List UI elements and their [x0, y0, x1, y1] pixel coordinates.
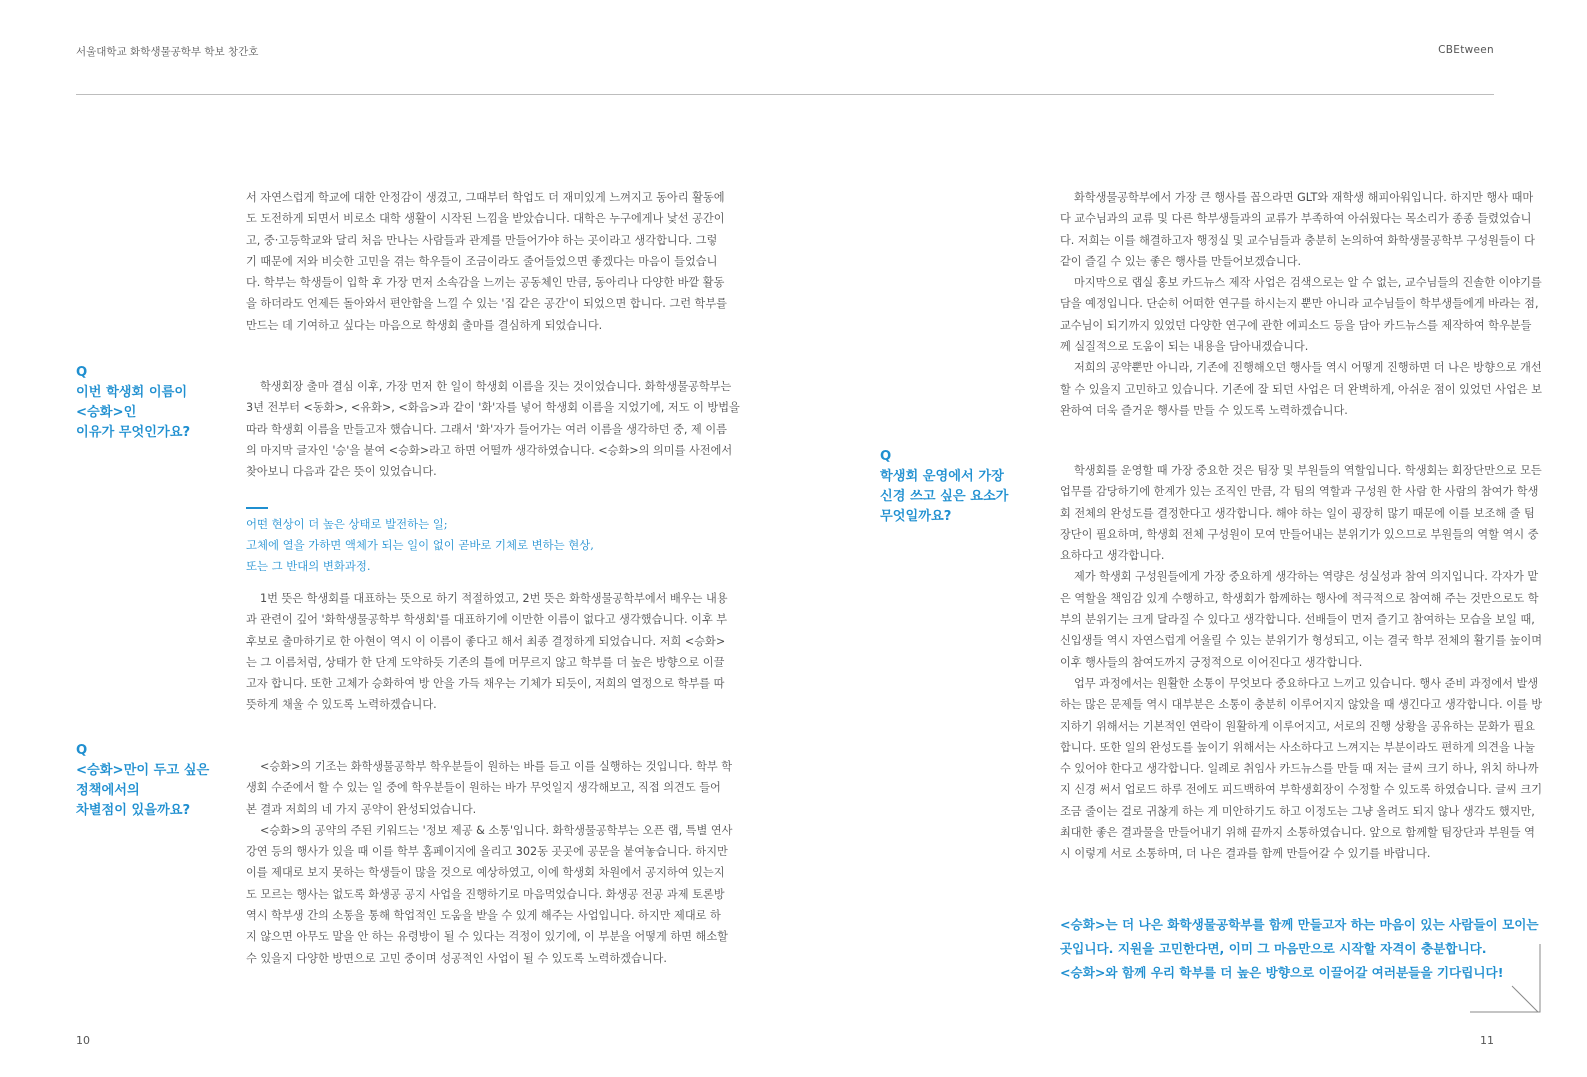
text-line: 수 있을지 다양한 방면으로 고민 중이며 성공적인 사업이 될 수 있도록 노력하겠습니다.	[246, 951, 667, 965]
text-line: 만드는 데 기여하고 싶다는 마음으로 학생회 출마를 결심하게 되었습니다.	[246, 318, 603, 332]
text-line: <승화>인	[76, 405, 137, 420]
text-line: 학생회를 운영할 때 가장 중요한 것은 팀장 및 부원들의 역할입니다. 학생회는 회장단만으로 모든	[1074, 464, 1542, 477]
text-line: <승화>는 더 나은 화학생물공학부를 함께 만들고자 하는 마음이 있는 사람들이 모이는	[1060, 917, 1539, 932]
text-line: 학생회 운영에서 가장	[880, 469, 1004, 484]
text-line: 완하여 더욱 즐거운 행사를 만들 수 있도록 노력하겠습니다.	[1060, 403, 1348, 417]
text-line: 할 수 있을지 고민하고 있습니다. 기존에 잘 되던 사업은 더 완벽하게, 아쉬운 점이 있었던 사업은 보	[1060, 382, 1542, 396]
text-line: 최대한 좋은 결과물을 만들어내기 위해 끝까지 소통하였습니다. 앞으로 함께할 팀장단과 부원들 역	[1060, 826, 1535, 840]
text-line: 본 결과 저희의 네 가지 공약이 완성되었습니다.	[246, 802, 477, 816]
text-line: 찾아보니 다음과 같은 뜻이 있었습니다.	[246, 465, 437, 479]
text-line: 합니다. 또한 일의 완성도를 높이기 위해서는 사소하다고 느껴지는 부분이라도 편하게 의견을 나눌	[1060, 740, 1535, 754]
text-line: 이번 학생회 이름이	[76, 385, 188, 400]
text-line: 부의 분위기는 크게 달라질 수 있다고 생각합니다. 선배들이 먼저 즐기고 참여하는 모습을 보일 때,	[1060, 613, 1535, 627]
text-line: 곳입니다. 지원을 고민한다면, 이미 그 마음만으로 시작할 자격이 충분합니다.	[1060, 941, 1487, 956]
corner-bracket-decoration	[1470, 944, 1542, 1014]
text-line: 정책에서의	[76, 783, 140, 798]
text-line: 화학생물공학부에서 가장 큰 행사를 꼽으라면 GLT와 재학생 해피아워입니다. 하지만 행사 때마	[1074, 191, 1534, 204]
text-line: 고, 중·고등학교와 달리 처음 만나는 사람들과 관계를 만들어가야 하는 곳이라고 생각합니다. 그렇	[246, 233, 718, 247]
text-line: 다. 학부는 학생들이 입학 후 가장 먼저 소속감을 느끼는 공동체인 만큼, 동아리나 다양한 바깥 활동	[246, 276, 725, 290]
text-line: 무엇일까요?	[880, 509, 952, 524]
question-1-text	[76, 383, 190, 443]
page-number-right: 11	[1480, 1034, 1494, 1047]
answer-3-paragraph	[1060, 460, 1543, 865]
text-line: <승화>만이 두고 싶은	[76, 763, 210, 778]
text-line: 신입생들 역시 자연스럽게 어울릴 수 있는 분위기가 형성되고, 이는 결국 학부 전체의 활기를 높이며	[1060, 634, 1543, 648]
answer-1-paragraph	[246, 376, 740, 482]
question-2	[76, 741, 209, 821]
text-line: 1번 뜻은 학생회를 대표하는 뜻으로 하기 적절하였고, 2번 뜻은 화학생물공학부에서 배우는 내용	[260, 592, 728, 605]
text-line: 요하다고 생각합니다.	[1060, 549, 1165, 563]
question-2-text	[76, 761, 209, 821]
text-line: 도 모르는 행사는 없도록 화생공 공지 사업을 진행하기로 마음먹었습니다. 화생공 전공 과제 토론방	[246, 887, 725, 901]
text-line: 께 실질적으로 도움이 되는 내용을 담아내겠습니다.	[1060, 340, 1309, 354]
header-rule	[76, 94, 1494, 95]
text-line: 제가 학생회 구성원들에게 가장 중요하게 생각하는 역량은 성실성과 참여 의지입니다. 각자가 맡	[1074, 570, 1539, 584]
text-line: 업무를 감당하기에 한계가 있는 조직인 만큼, 각 팀의 역할과 구성원 한 사람 한 사람의 참여가 학생	[1060, 485, 1539, 499]
text-line: 조금 줄이는 걸로 귀찮게 하는 게 미안하기도 하고 이정도는 그냥 올려도 되지 않나 생각도 했지만,	[1060, 804, 1535, 818]
text-line: 학생회장 출마 결심 이후, 가장 먼저 한 일이 학생회 이름을 짓는 것이었습니다. 화학생물공학부는	[260, 380, 732, 393]
text-line: 의 마지막 글자인 '승'을 붙여 <승화>라고 하면 어떨까 생각하였습니다. <승화>의 의미를 사전에서	[246, 443, 733, 457]
text-line: 지하기 위해서는 기본적인 연락이 원활하게 이루어지고, 서로의 진행 상황을 공유하는 문화가 필요	[1060, 719, 1535, 733]
answer-2-paragraph	[246, 756, 733, 969]
text-line: <승화>의 공약의 주된 키워드는 '정보 제공 & 소통'입니다. 화학생물공학부는 오픈 랩, 특별 연사	[260, 823, 733, 837]
text-line: 시 이렇게 서로 소통하며, 더 나은 결과를 함께 만들어갈 수 있기를 바랍니다.	[1060, 847, 1431, 861]
question-3	[880, 447, 1008, 527]
text-line: 다. 저희는 이를 해결하고자 행정실 및 교수님들과 충분히 논의하여 화학생물공학부 구성원들이 다	[1060, 233, 1535, 247]
question-mark: Q	[76, 365, 88, 380]
text-line: 뜻하게 채울 수 있도록 노력하겠습니다.	[246, 698, 437, 712]
text-line: 장단이 필요하며, 학생회 전체 구성원이 모여 만들어내는 분위기가 있으므로 부원들의 역할 역시 중	[1060, 527, 1539, 541]
text-line: 마지막으로 랩실 홍보 카드뉴스 제작 사업은 검색으로는 알 수 없는, 교수님들의 진솔한 이야기를	[1074, 276, 1542, 290]
text-line: 저희의 공약뿐만 아니라, 기존에 진행해오던 행사들 역시 어떻게 진행하면 더 나은 방향으로 개선	[1074, 361, 1542, 375]
text-line: 업무 과정에서는 원활한 소통이 무엇보다 중요하다고 느끼고 있습니다. 행사 준비 과정에서 발생	[1074, 676, 1539, 690]
definition-accent-bar	[246, 507, 268, 509]
question-mark: Q	[76, 743, 88, 758]
text-line: 이유가 무엇인가요?	[76, 425, 191, 440]
text-line: 이를 제대로 보지 못하는 학생들이 많을 것으로 예상하였고, 이에 학생회 차원에서 공지하여 있는지	[246, 866, 725, 880]
text-line: 수 있어야 한다고 생각합니다. 일례로 취임사 카드뉴스를 만들 때 저는 글씨 크기 하나, 위치 하나까	[1060, 762, 1539, 776]
right-paragraph-1	[1060, 187, 1542, 421]
text-line: 고자 합니다. 또한 고체가 승화하여 방 안을 가득 채우는 기체가 되듯이, 저희의 열정으로 학부를 따	[246, 677, 725, 691]
page-number-left: 10	[76, 1034, 90, 1047]
header-left: 서울대학교 화학생물공학부 학보 창간호	[76, 46, 259, 58]
text-line: 강연 등의 행사가 있을 때 이를 학부 홈페이지에 올리고 302동 곳곳에 공문을 붙여놓습니다. 하지만	[246, 845, 728, 859]
text-line: 은 역할을 책임감 있게 수행하고, 학생회가 함께하는 행사에 적극적으로 참여해 주는 것만으로도 학	[1060, 591, 1539, 605]
text-line: 생회 수준에서 할 수 있는 일 중에 학우분들이 원하는 바가 무엇일지 생각해보고, 직접 의견도 들어	[246, 781, 721, 795]
question-3-text	[880, 467, 1008, 527]
text-line: 는 그 이름처럼, 상태가 한 단계 도약하듯 기존의 틀에 머무르지 않고 학부를 더 높은 방향으로 이끌	[246, 655, 725, 669]
text-line: 다 교수님과의 교류 및 다른 학부생들과의 교류가 부족하여 아쉬웠다는 목소리가 종종 들렸었습니	[1060, 212, 1532, 226]
text-line: 신경 쓰고 싶은 요소가	[880, 489, 1009, 504]
text-line: 하는 많은 문제들 역시 대부분은 소통이 충분히 이루어지지 않았을 때 생긴다고 생각합니다. 이를 방	[1060, 698, 1543, 712]
question-mark: Q	[880, 449, 892, 464]
text-line: 또는 그 반대의 변화과정.	[246, 559, 371, 573]
text-line: 같이 즐길 수 있는 좋은 행사를 만들어보겠습니다.	[1060, 254, 1302, 268]
text-line: 고체에 열을 가하면 액체가 되는 일이 없이 곧바로 기체로 변하는 현상,	[246, 538, 594, 552]
text-line: 서 자연스럽게 학교에 대한 안정감이 생겼고, 그때부터 학업도 더 재미있게 느껴지고 동아리 활동에	[246, 191, 725, 204]
text-line: 따라 학생회 이름을 만들고자 했습니다. 그래서 '화'자가 들어가는 여러 이름을 생각하던 중, 제 이름	[246, 422, 727, 436]
question-1	[76, 363, 190, 443]
closing-message	[1060, 913, 1539, 985]
intro-paragraph	[246, 187, 727, 336]
text-line: 교수님이 되기까지 있었던 다양한 연구에 관한 에피소드 등을 담아 카드뉴스를 제작하여 학우분들	[1060, 318, 1532, 332]
answer-1b-paragraph	[246, 588, 728, 716]
text-line: 역시 학부생 간의 소통을 통해 학업적인 도움을 받을 수 있게 해주는 사업입니다. 하지만 제대로 하	[246, 909, 721, 923]
text-line: 3년 전부터 <동화>, <유화>, <화음>과 같이 '화'자를 넣어 학생회 이름을 지었기에, 저도 이 방법을	[246, 401, 740, 415]
header-right: CBEtween	[1438, 44, 1494, 56]
text-line: 도 도전하게 되면서 비로소 대학 생활이 시작된 느낌을 받았습니다. 대학은 누구에게나 낯선 공간이	[246, 212, 725, 226]
text-line: 이후 행사들의 참여도까지 긍정적으로 이어진다고 생각합니다.	[1060, 655, 1363, 669]
text-line: 지 않으면 아무도 말을 안 하는 유령방이 될 수 있다는 걱정이 있기에, 이 부분을 어떻게 하면 해소할	[246, 930, 728, 944]
text-line: 후보로 출마하기로 한 아현이 역시 이 이름이 좋다고 해서 최종 결정하게 되었습니다. 저희 <승화>	[246, 634, 726, 648]
text-line: 회 전체의 완성도를 결정한다고 생각합니다. 해야 하는 일이 굉장히 많기 때문에 이를 보조해 줄 팀	[1060, 506, 1535, 520]
text-line: 차별점이 있을까요?	[76, 803, 191, 818]
text-line: 지 신경 써서 업로드 하루 전에도 피드백하여 부학생회장이 수정할 수 있도록 하였습니다. 글씨 크기	[1060, 783, 1543, 797]
text-line: 기 때문에 저와 비슷한 고민을 겪는 학우들이 조금이라도 줄어들었으면 좋겠다는 마음이 들었습니	[246, 254, 718, 268]
text-line: 어떤 현상이 더 높은 상태로 발전하는 일;	[246, 517, 448, 531]
text-line: <승화>와 함께 우리 학부를 더 높은 방향으로 이끌어갈 여러분들을 기다립니다!	[1060, 965, 1504, 980]
text-line: 과 관련이 깊어 '화학생물공학부 학생회'를 대표하기에 이만한 이름이 없다고 생각했습니다. 이후 부	[246, 613, 728, 627]
text-line: 을 하더라도 언제든 돌아와서 편안함을 느낄 수 있는 '집 같은 공간'이 되었으면 합니다. 그런 학부를	[246, 297, 727, 311]
text-line: <승화>의 기조는 화학생물공학부 학우분들이 원하는 바를 듣고 이를 실행하는 것입니다. 학부 학	[260, 760, 733, 773]
text-line: 담을 예정입니다. 단순히 어떠한 연구를 하시는지 뿐만 아니라 교수님들이 학부생들에게 바라는 점,	[1060, 297, 1539, 311]
definition-block	[246, 514, 594, 577]
